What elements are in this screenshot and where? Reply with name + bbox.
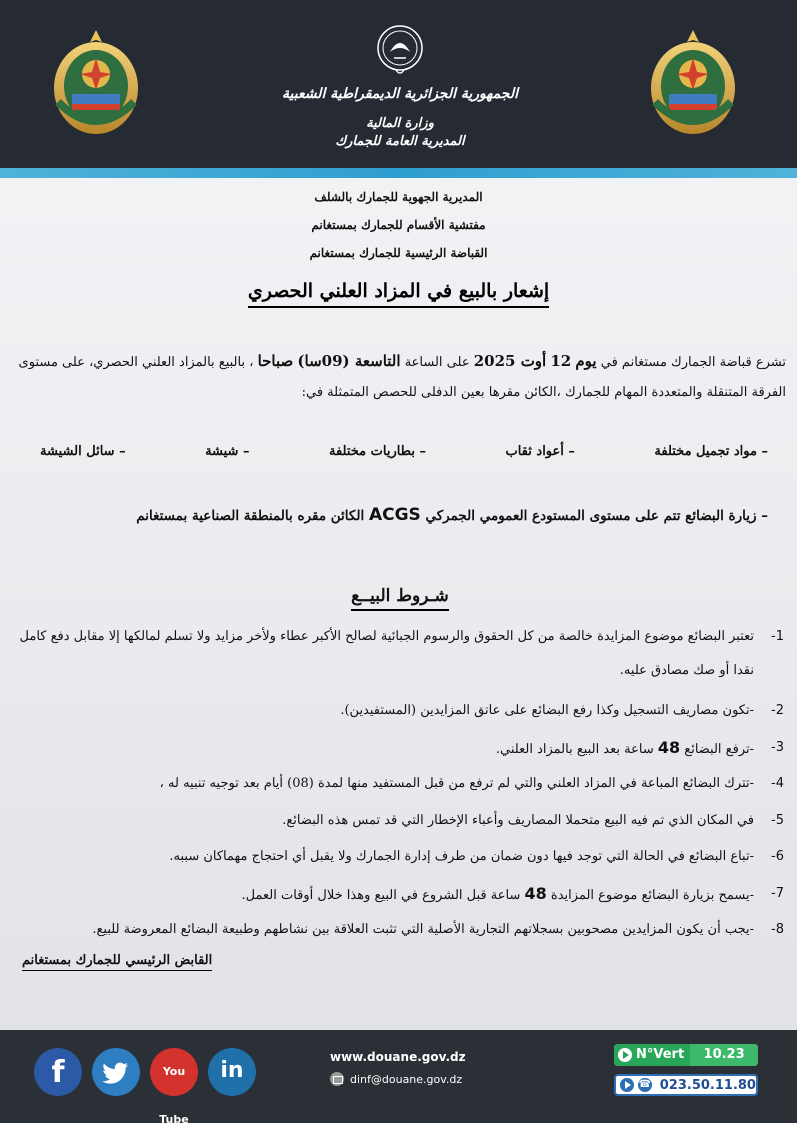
republic-seal-icon <box>376 22 424 80</box>
republic-name: الجمهورية الجزائرية الديمقراطية الشعبية <box>281 86 518 102</box>
signature-line: القابض الرئيسي للجمارك بمستغانم <box>22 953 212 968</box>
intro-paragraph: تشرع قباضة الجمارك مستغانم في يوم 12 أوت 2025 على الساعة التاسعة (09سا) صباحا ، بالبيع بالمزاد العلني الحصري، على مستوى الفرقة المتنقلة والمتعددة المهام للجمارك ،الكائن مقرها بعين الدفلى للحصص المتمثلة في: <box>18 352 786 400</box>
green-number-badge <box>614 1044 758 1066</box>
goods-item: – مواد تجميل مختلفة <box>654 444 768 459</box>
acgs-label: ACGS <box>368 505 421 525</box>
goods-item: – شيشة <box>205 444 250 459</box>
green-number-value: 10.23 <box>690 1044 758 1066</box>
visit-line: – زيارة البضائع تتم على مستوى المستودع العمومي الجمركي ACGS الكائن مقره بالمنطقة الصناعية بمستغانم <box>136 505 768 525</box>
org-line-recette: القباضة الرئيسية للجمارك بمستغانم <box>309 246 488 260</box>
website-link[interactable]: www.douane.gov.dz <box>330 1050 466 1064</box>
condition-item: 1- تعتبر البضائع موضوع المزايدة خالصة من كل الحقوق والرسوم الجبائية لصالح الأكبر عطاء ولأخر مزايد ولا تسلم لمالكها إلا مقابل دفع كامل نقدا أو صك مصادق عليه. <box>19 629 784 678</box>
condition-item: 4- -تترك البضائع المباعة في المزاد العلني والتي لم ترفع من قبل المستفيد منها لمدة (08) أيام بعد توجيه تنبيه له ، <box>159 776 784 791</box>
goods-item: – بطاريات مختلفة <box>328 444 426 459</box>
condition-item: 6- -تباع البضائع في الحالة التي توجد فيها دون ضمان من طرف إدارة الجمارك ولا يقبل أي احتجاج مهماكان سببه. <box>169 849 784 864</box>
org-line-regional: المديرية الجهوية للجمارك بالشلف <box>314 190 483 204</box>
goods-list <box>40 444 768 459</box>
play-icon <box>620 1078 634 1092</box>
customs-emblem-right <box>647 28 739 140</box>
footer-bar <box>0 1030 797 1123</box>
email-link[interactable]: dinf@douane.gov.dz <box>350 1072 463 1086</box>
goods-item: – أعواد ثقاب <box>505 444 575 459</box>
notice-title: إشعار بالبيع في المزاد العلني الحصري <box>200 280 597 302</box>
header-banner <box>0 0 797 168</box>
goods-item: – سائل الشيشة <box>40 444 126 459</box>
conditions-list <box>14 620 784 952</box>
ministry-name: وزارة المالية <box>366 116 434 131</box>
phone-icon: ☎ <box>638 1079 652 1090</box>
customs-emblem-left <box>50 28 142 140</box>
phone-number: 023.50.11.80 <box>659 1077 756 1093</box>
envelope-icon <box>330 1072 344 1086</box>
condition-item: 5- في المكان الذي تم فيه البيع متحملا المصاريف وأعباء الإخطار التي قد تمس هذه البضائع. <box>282 812 784 828</box>
email-row <box>330 1072 462 1086</box>
linkedin-icon[interactable]: in <box>208 1048 256 1096</box>
twitter-icon[interactable] <box>92 1048 140 1096</box>
condition-item: 3- -ترفع البضائع 48 ساعة بعد البيع بالمزاد العلني. <box>495 737 784 757</box>
green-number-label: N°Vert <box>636 1047 685 1062</box>
condition-item: 8- -يجب أن يكون المزايدين مصحوبين بسجلاتهم التجارية الأصلية التي تثبت العلاقة بين نشاطهم وطبيعة البضائع المعروضة للبيع. <box>92 922 784 937</box>
header-stripe <box>0 168 797 178</box>
facebook-icon[interactable]: f <box>34 1048 82 1096</box>
condition-item: 7- -يسمح بزيارة البضائع موضوع المزايدة 48 ساعة قبل الشروع في البيع وهذا خلال أوقات العمل. <box>241 883 784 903</box>
directorate-name: المديرية العامة للجمارك <box>335 134 465 149</box>
conditions-title: شـروط البيــع <box>300 586 500 606</box>
condition-item: 2- -تكون مصاريف التسجيل وكذا رفع البضائع على عاتق المزايدين (المستفيدين). <box>340 703 784 718</box>
phone-badge <box>614 1074 758 1096</box>
play-icon <box>618 1048 632 1062</box>
youtube-icon[interactable]: You Tube <box>150 1048 198 1096</box>
org-line-inspection: مفتشية الأقسام للجمارك بمستغانم <box>311 218 486 232</box>
